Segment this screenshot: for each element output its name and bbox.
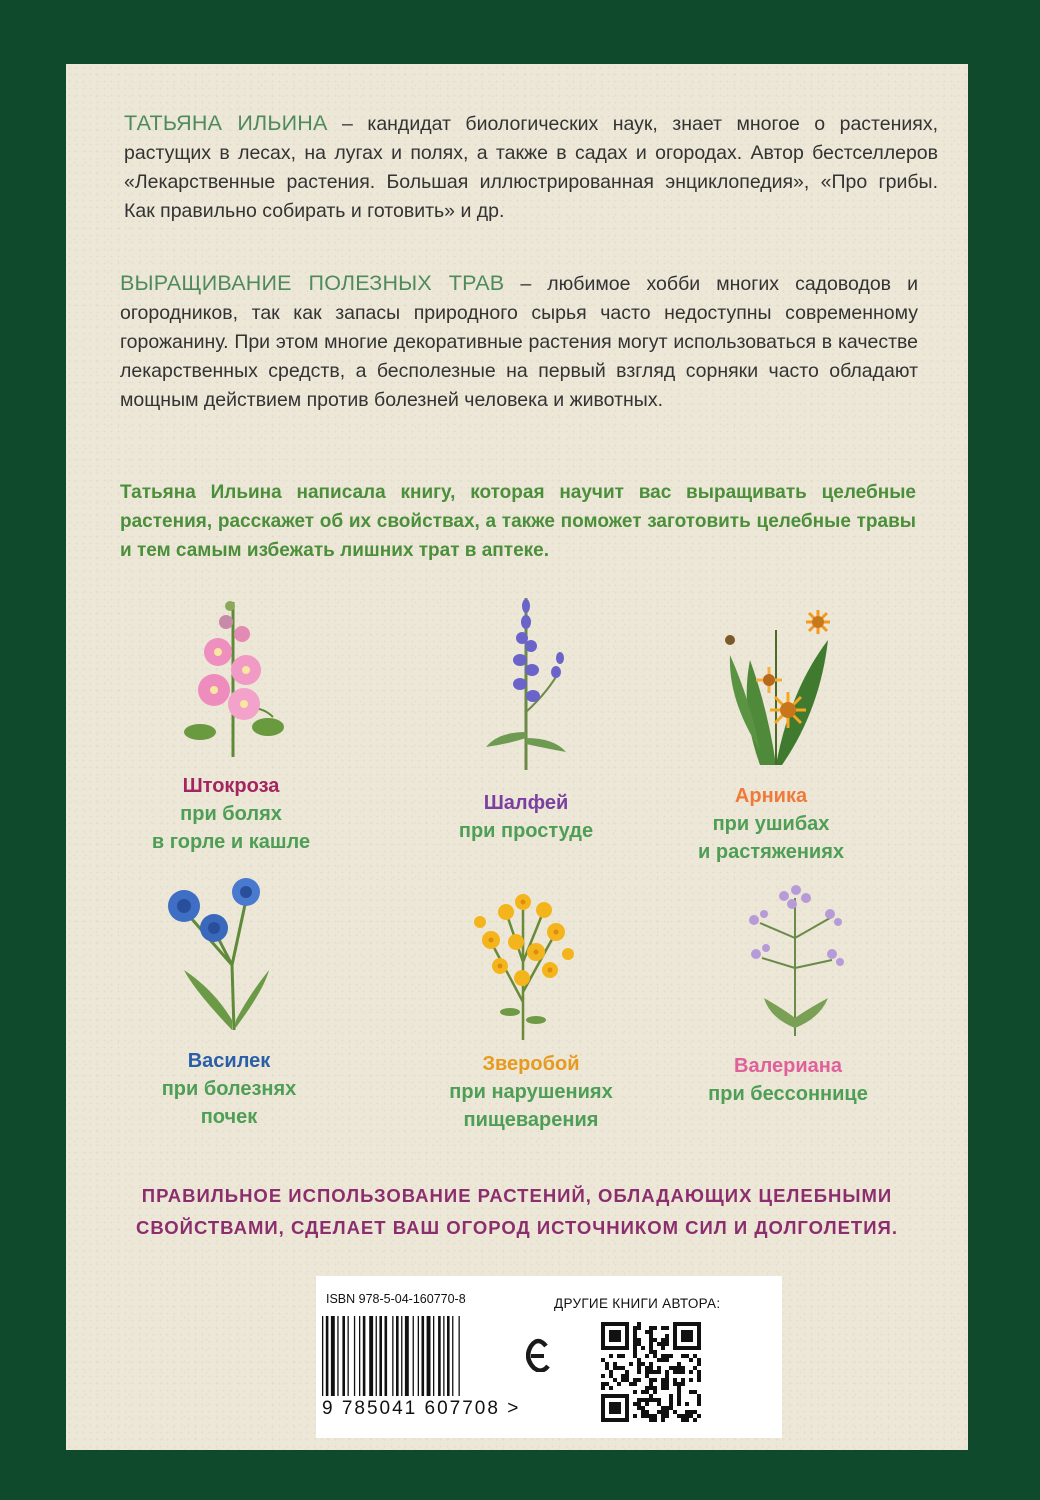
plant-use: при болезнях	[161, 1078, 297, 1100]
barcode-panel	[316, 1276, 782, 1438]
hollyhock-illustration	[178, 592, 288, 762]
plant-use: пищеварения	[463, 1109, 599, 1131]
barcode-image	[322, 1316, 502, 1396]
author-name: ТАТЬЯНА ИЛЬИНА	[124, 111, 328, 135]
plant-use: при нарушениях	[449, 1081, 613, 1103]
intro-lead: ВЫРАЩИВАНИЕ ПОЛЕЗНЫХ ТРАВ	[120, 271, 505, 295]
closing-statement: ПРАВИЛЬНОЕ ИСПОЛЬЗОВАНИЕ РАСТЕНИЙ, ОБЛАДАЮЩИХ ЦЕЛЕБНЫМИ СВОЙСТВАМИ, СДЕЛАЕТ ВАШ ОГОРОД ИСТОЧНИКОМ СИЛ И ДОЛГОЛЕТИЯ.	[136, 1185, 898, 1238]
other-books-label: ДРУГИЕ КНИГИ АВТОРА:	[554, 1296, 721, 1311]
author-bio-text: – кандидат биологических наук, знает многое о растениях, растущих в лесах, на лугах и полях, а также в садах и огородах. Автор бестселлеров «Лекарственные растения. Большая иллюстрированная энциклопедия», «Про грибы. Как правильно собирать и готовить» и др.	[124, 113, 939, 222]
author-bio	[124, 109, 938, 226]
plant-name: Зверобой	[482, 1053, 580, 1075]
plant-name: Валериана	[734, 1055, 842, 1077]
plant-use: при болях	[180, 803, 282, 825]
valerian-illustration	[740, 878, 850, 1038]
plant-label-st-johns-wort	[421, 1050, 641, 1134]
summary-paragraph: Татьяна Ильина написала книгу, которая научит вас выращивать целебные растения, расскажет об их свойствах, а также поможет заготовить целебные травы и тем самым избежать лишних трат в аптеке.	[120, 482, 916, 561]
cornflower-illustration	[154, 870, 274, 1035]
plant-label-cornflower	[124, 1047, 334, 1131]
plant-use: в горле и кашле	[151, 831, 311, 853]
arnica-illustration	[720, 600, 840, 770]
plant-use: почек	[200, 1106, 258, 1128]
plant-use: при простуде	[458, 820, 594, 842]
plant-use: и растяжениях	[698, 841, 844, 863]
barcode-digits: 9 785041 607708 >	[322, 1398, 521, 1419]
st-johns-wort-illustration	[466, 882, 581, 1042]
plant-use: при ушибах	[712, 813, 830, 835]
sage-illustration	[478, 592, 573, 772]
plant-label-valerian	[678, 1052, 898, 1108]
intro-text: – любимое хобби многих садоводов и огородников, так как запасы природного сырья часто недоступны современному горожанину. При этом многие декоративные растения могут использоваться в качестве лекарственных средств, а бесполезные на первый взгляд сорняки часто обладают мощным действием против болезней человека и животных.	[120, 273, 918, 411]
plant-label-hollyhock	[126, 772, 336, 856]
intro-paragraph	[120, 269, 918, 415]
isbn-label: ISBN 978-5-04-160770-8	[326, 1292, 466, 1306]
publisher-logo-icon	[526, 1338, 550, 1372]
plant-label-sage	[421, 789, 631, 845]
back-cover	[66, 64, 968, 1450]
qr-code-image[interactable]	[601, 1322, 701, 1422]
plant-use: при бессоннице	[708, 1083, 868, 1105]
plant-name: Штокроза	[182, 775, 280, 797]
plant-label-arnica	[656, 782, 886, 866]
plant-name: Василек	[187, 1050, 271, 1072]
plant-name: Шалфей	[483, 792, 569, 814]
plant-name: Арника	[734, 785, 808, 807]
